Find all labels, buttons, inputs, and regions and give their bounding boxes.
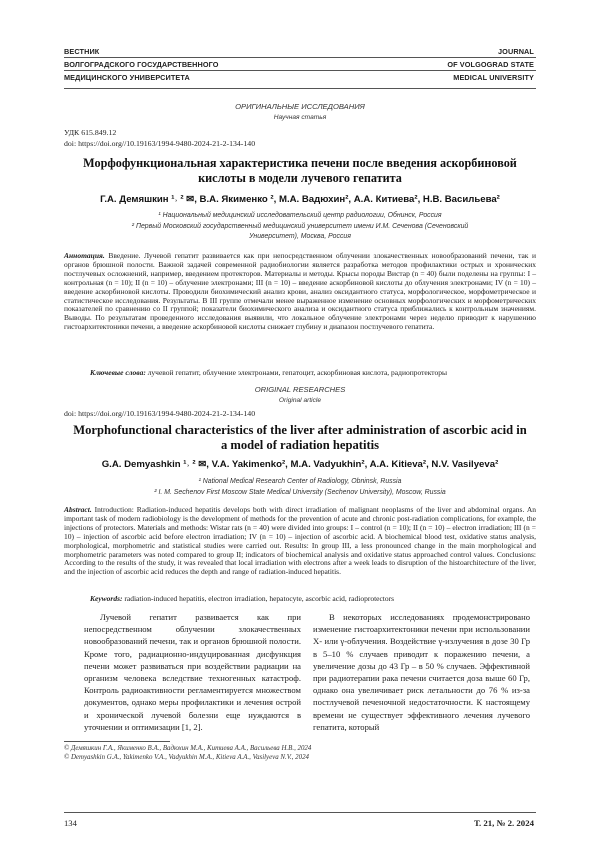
affiliation-2-en: ² I. M. Sechenov First Moscow State Medical University (Sechenov University), Moscow, Russia (154, 488, 446, 496)
affiliation-1-ru: ¹ Национальный медицинский исследовательский центр радиологии, Обнинск, Россия (158, 212, 442, 219)
copyright-en: © Demyashkin G.A., Yakimenko V.A., Vadyukhin M.A., Kitieva A.A., Vasilyeva N.V., 2024 (64, 754, 309, 761)
journal-name-line: МЕДИЦИНСКОГО УНИВЕРСИТЕТА (64, 73, 190, 82)
header-rule (64, 70, 536, 71)
header-rule (64, 88, 536, 89)
section-label-en: ORIGINAL RESEARCHES (254, 385, 346, 394)
journal-name-en (447, 45, 534, 84)
copyright-ru: © Демяшкин Г.А., Якименко В.А., Вадюхин М.А., Китиева А.А., Васильева Н.В., 2024 (64, 745, 312, 752)
abstract-text-en: Introduction: Radiation-induced hepatitis develops both with direct irradiation of malignant neoplasms of the liver and abdominal organs. An important task of modern radiobiology is the development of methods for the prevention of acute and chronic post-radiation complications, for example, the injections of protectors. Materials and methods: Wistar rats (n = 40) were divided into groups: I – control (n = 10); II (n = 10) – electron irradiation; III (n = 10) – injection of ascorbic acid before electron irradiation; IV (n = 10) – injection of ascorbic acid. A biochemical blood test, oxidative status analysis, morphological, morphometric and statistical studies were carried out. Results: In group III, a less pronounced change in the main morphological and morphometric parameters was noted compared to group II; indicators of biochemical analysis and oxidative status approached control values. Conclusions: According to the results of the study, it was revealed that local irradiation with electrons after a week leads to disruption of the histoarchitecture of the liver, and the injection of ascorbic acid reduces the depth and range of radiation-induced hepatitis. (64, 505, 537, 577)
footer-rule (64, 812, 536, 813)
affiliations-en (110, 477, 490, 498)
affiliations-ru (110, 211, 490, 243)
article-type-en: Original article (278, 397, 322, 404)
page-number: 134 (64, 818, 77, 828)
abstract-label-en: Abstract. (64, 505, 92, 514)
copyright-rule (64, 741, 170, 742)
issue-label: Т. 21, № 2. 2024 (473, 818, 534, 828)
doi-link-en[interactable]: doi: https://doi.org//10.19163/1994-9480-2024-21-2-134-140 (64, 409, 256, 418)
affiliation-2-ru: ² Первый Московский государственный медицинский университет имени И.М. Сеченова (Сеченовский Университет), Москва, Россия (131, 222, 469, 240)
journal-name-line: JOURNAL (498, 47, 534, 56)
journal-name-line: MEDICAL UNIVERSITY (453, 73, 534, 82)
keywords-label-ru: Ключевые слова: (90, 368, 146, 377)
authors-ru: Г.А. Демяшкин ¹˒ ² ✉, В.А. Якименко ², М.А. Вадюхин², А.А. Китиева², Н.В. Васильева² (100, 194, 500, 205)
article-title-en: Morphofunctional characteristics of the liver after administration of ascorbic acid in a model of radiation hepatitis (73, 423, 527, 452)
body-column-left: Лучевой гепатит развивается как при непосредственном облучении злокачественных новообразований печени, так и органов брюшной полости. Кроме того, радиационно-индуцированная дисфункция печени может развиваться при воздействии радиации на организм человека вследствие техногенных катастроф. Контроль радиоактивности регламентируется множеством документов, однако меры профилактики и лечения острой и хронической лучевой болезни еще нуждаются в уточнении и оптимизации [1, 2]. (84, 612, 301, 732)
doi-link-ru[interactable]: doi: https://doi.org//10.19163/1994-9480-2024-21-2-134-140 (64, 139, 256, 148)
section-label-ru: ОРИГИНАЛЬНЫЕ ИССЛЕДОВАНИЯ (235, 102, 365, 111)
abstract-label-ru: Аннотация. (64, 251, 105, 260)
keywords-label-en: Keywords: (90, 594, 123, 603)
article-type-ru: Научная статья (273, 114, 327, 121)
abstract-text-ru: Введение. Лучевой гепатит развивается как при непосредственном облучении злокачественных новообразований печени, так и органов брюшной полости. Важной задачей современной радиобиологии является разработка методов профилактики острых и хронических постлучевых осложнений, например, введением протекторов. Материалы и методы. Крысы породы Вистар (n = 40) были поделены на группы: I – контрольная (n = 10); II (n = 10) – облучение электронами; III (n = 10) – введение аскорбиновой кислоты до облучения электронами; IV (n = 10) – введение аскорбиновой кислоты. Проводили биохимический анализ крови, анализ оксидантного статуса, морфологическое, морфометрическое и статистическое исследования. Результаты. В III группе отмечали менее выраженное изменение основных морфологических и морфометрических показателей по сравнению со II группой; показатели биохимического анализа и оксидантного статуса приближались к контрольным значениям. Выводы. По результатам проведенного исследования выявили, что локальное облучение электронами через неделю приводит к нарушению гистоархитектоники печени, а введение аскорбиновой кислоты снижает глубину и диапазон постлучевого гепатита. (64, 251, 537, 332)
header-rule (64, 57, 536, 58)
keywords-ru (90, 368, 536, 377)
journal-name-line: ВЕСТНИК (64, 47, 100, 56)
article-title-ru: Морфофункциональная характеристика печени после введения аскорбиновой кислоты в модели лучевого гепатита (83, 156, 517, 185)
udc-code: УДК 615.849.12 (64, 128, 117, 137)
affiliation-1-en: ¹ National Medical Research Center of Radiology, Obninsk, Russia (198, 478, 402, 485)
abstract-ru (64, 252, 536, 332)
keywords-en (90, 594, 536, 603)
journal-name-ru (64, 45, 219, 84)
journal-name-line: OF VOLGOGRAD STATE (447, 60, 534, 69)
journal-name-line: ВОЛГОГРАДСКОГО ГОСУДАРСТВЕННОГО (64, 60, 219, 69)
keywords-text-ru: лучевой гепатит, облучение электронами, гепатоцит, аскорбиновая кислота, радиопротекторы (147, 368, 447, 377)
keywords-text-en: radiation-induced hepatitis, electron irradiation, hepatocyte, ascorbic acid, radioprotectors (124, 594, 395, 603)
authors-en: G.A. Demyashkin ¹˒ ² ✉, V.A. Yakimenko², M.A. Vadyukhin², A.A. Kitieva², N.V. Vasilyeva² (101, 459, 499, 470)
body-column-right: В некоторых исследованиях продемонстрировано изменение гистоархитектоники печени при использовании X- или γ-облучения. Воздействие γ-излучения в дозе 30 Гр в 5–10 % случаев приводит к поражению печени, а увеличение дозы до 43 Гр – в 50 % случаев. Эффективной при радиотерапии рака печени считается доза выше 60 Гр, однако она увеличивает риск летальности до 76 % из-за постлучевой печеночной недостаточности. К настоящему времени не существует эффективного лечения лучевого гепатита, который (313, 612, 530, 732)
abstract-en (64, 506, 536, 577)
